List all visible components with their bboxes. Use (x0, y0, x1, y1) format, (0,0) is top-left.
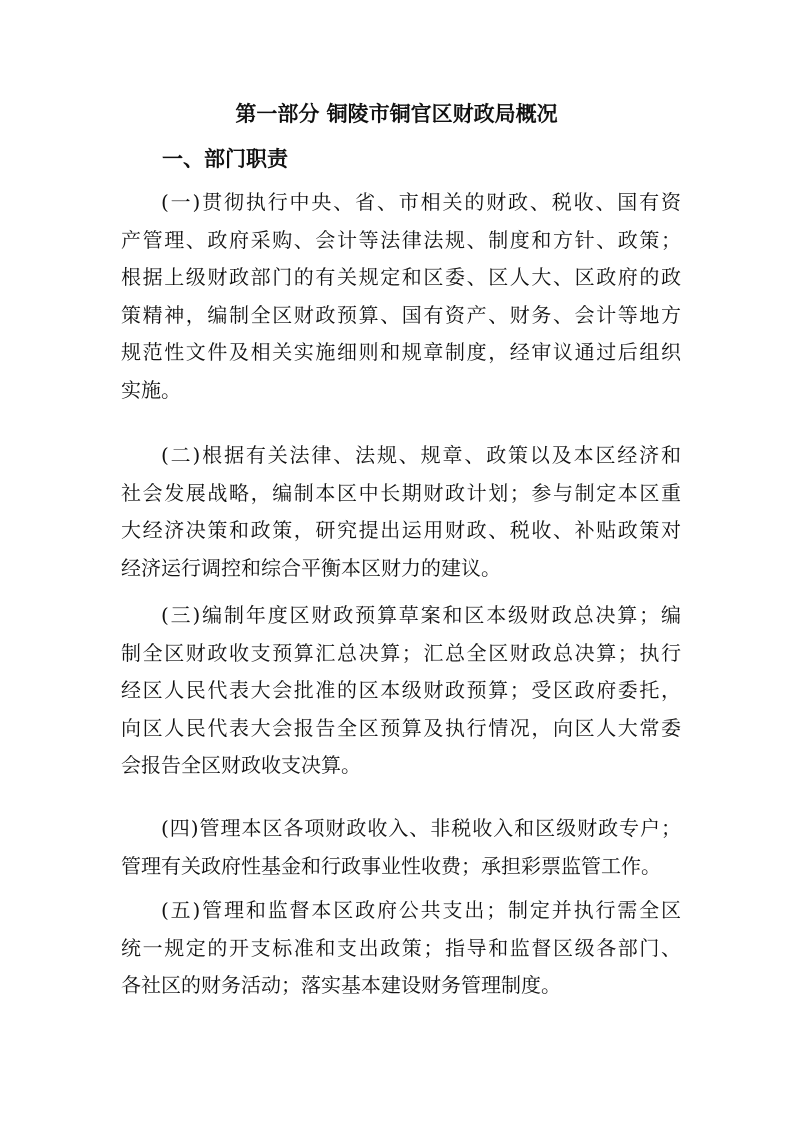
paragraph-line: 管理有关政府性基金和行政事业性收费；承担彩票监管工作。 (121, 853, 661, 878)
paragraph-line: 统一规定的开支标准和支出政策；指导和监督区级各部门、 (121, 935, 681, 960)
paragraph-line: 各社区的财务活动；落实基本建设财务管理制度。 (121, 973, 561, 998)
paragraph-line: 经济运行调控和综合平衡本区财力的建议。 (121, 555, 501, 580)
paragraph-line: 产管理、政府采购、会计等法律法规、制度和方针、政策； (121, 227, 681, 252)
paragraph-line: 策精神，编制全区财政预算、国有资产、财务、会计等地方 (121, 302, 681, 327)
paragraph-line: (三)编制年度区财政预算草案和区本级财政总决算；编 (161, 603, 681, 627)
paragraph-line: (二)根据有关法律、法规、规章、政策以及本区经济和 (161, 443, 681, 467)
paragraph-line: 会报告全区财政收支决算。 (121, 753, 361, 778)
paragraph-line: 制全区财政收支预算汇总决算；汇总全区财政总决算；执行 (121, 640, 681, 665)
paragraph-2 (121, 437, 681, 587)
paragraph-line: 根据上级财政部门的有关规定和区委、区人大、区政府的政 (121, 265, 681, 290)
paragraph-line: 大经济决策和政策，研究提出运用财政、税收、补贴政策对 (121, 518, 681, 543)
section-heading: 一、部门职责 (162, 147, 288, 171)
paragraph-3 (121, 597, 681, 785)
paragraph-1 (121, 184, 681, 410)
document-title: 第一部分 铜陵市铜官区财政局概况 (235, 102, 558, 126)
paragraph-line: 社会发展战略，编制本区中长期财政计划；参与制定本区重 (121, 480, 681, 505)
paragraph-line: 实施。 (121, 377, 181, 402)
paragraph-line: (五)管理和监督本区政府公共支出；制定并执行需全区 (161, 898, 681, 922)
paragraph-line: 经区人民代表大会批准的区本级财政预算；受区政府委托， (121, 678, 681, 703)
paragraph-line: (一)贯彻执行中央、省、市相关的财政、税收、国有资 (161, 190, 681, 214)
paragraph-line: (四)管理本区各项财政收入、非税收入和区级财政专户； (161, 816, 681, 840)
paragraph-line: 向区人民代表大会报告全区预算及执行情况，向区人大常委 (121, 715, 681, 740)
paragraph-5 (121, 892, 681, 1005)
paragraph-4 (121, 810, 681, 885)
paragraph-line: 规范性文件及相关实施细则和规章制度，经审议通过后组织 (121, 340, 681, 365)
